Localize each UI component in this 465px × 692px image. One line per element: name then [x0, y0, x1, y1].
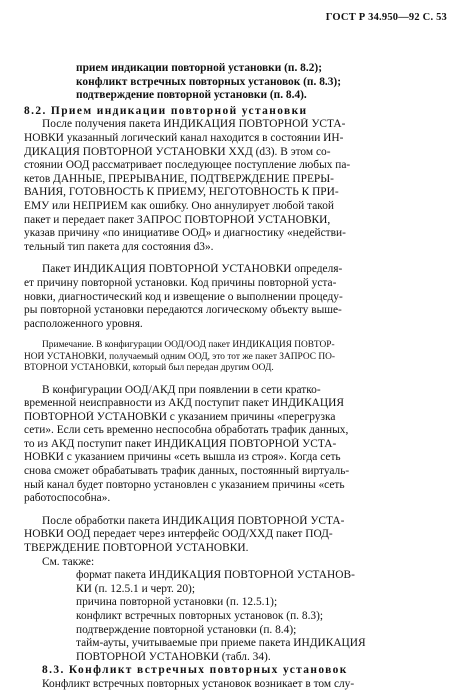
- document-body: [24, 62, 444, 692]
- text-line: расположенного уровня.: [24, 317, 143, 330]
- text-line: Пакет ИНДИКАЦИЯ ПОВТОРНОЙ УСТАНОВКИ определя-: [42, 263, 343, 276]
- text-line: пакет и передает пакет ЗАПРОС ПОВТОРНОЙ УСТАНОВКИ,: [24, 213, 331, 226]
- text-line: НОВКИ указанный логический канал находится в состоянии ИН-: [24, 131, 344, 144]
- text-line: ТВЕРЖДЕНИЕ ПОВТОРНОЙ УСТАНОВКИ.: [24, 542, 249, 555]
- text-line: то из АКД поступит пакет ИНДИКАЦИЯ ПОВТОРНОЙ УСТА-: [24, 437, 337, 450]
- text-line: ры повторной установки передаются логическому объекту выше-: [24, 304, 342, 317]
- list-item: подтверждение повторной установки (п. 8.4);: [76, 623, 297, 636]
- list-item: ПОВТОРНОЙ УСТАНОВКИ (табл. 34).: [76, 650, 271, 663]
- text-line: НОВКИ ООД передает через интерфейс ООД/ХХД пакет ПОД-: [24, 528, 333, 541]
- text-line: ПОВТОРНОЙ УСТАНОВКИ с указанием причины «перегрузка: [24, 410, 336, 423]
- list-item: причина повторной установки (п. 12.5.1);: [76, 596, 278, 609]
- text-line: НОВКИ с указанием причины «сеть вышла из строя». Когда сеть: [24, 451, 341, 464]
- list-item: конфликт встречных повторных установок (п. 8.3);: [76, 75, 342, 88]
- text-line: ЕМУ или НЕПРИЕМ как ошибку. Оно аннулирует любой такой: [24, 199, 335, 212]
- page-header: ГОСТ Р 34.950—92 С. 53: [325, 12, 447, 23]
- text-line: работоспособна».: [24, 492, 111, 505]
- text-line: ВАНИЯ, ГОТОВНОСТЬ К ПРИЕМУ, НЕГОТОВНОСТЬ К ПРИ-: [24, 186, 339, 199]
- section-8-2-paragraph-3: [24, 384, 444, 506]
- section-8-2-heading: 8.2. Прием индикации повторной установки: [24, 104, 308, 117]
- see-also-label: См. также:: [42, 555, 95, 568]
- section-8-3-heading: 8.3. Конфликт встречных повторных установок: [42, 664, 348, 677]
- list-item: прием индикации повторной установки (п. 8.2);: [76, 62, 322, 74]
- text-line: снова сможет обрабатывать трафик данных, постоянный виртуаль-: [24, 465, 350, 478]
- note-block: [24, 340, 444, 374]
- note-line: ВТОРНОЙ УСТАНОВКИ, который был передан другим ООД.: [24, 363, 274, 374]
- note-line: Примечание. В конфигурации ООД/ООД пакет ИНДИКАЦИЯ ПОВТОР-: [42, 340, 335, 351]
- section-8-2-paragraph-2: [24, 263, 444, 331]
- text-line: указав причину «по инициативе ООД» и диагностику «недействи-: [24, 227, 346, 240]
- text-line: После получения пакета ИНДИКАЦИЯ ПОВТОРНОЙ УСТА-: [42, 118, 346, 131]
- text-line: В конфигурации ООД/АКД при появлении в сети кратко-: [42, 383, 321, 396]
- list-item: подтверждение повторной установки (п. 8.4).: [76, 89, 307, 102]
- text-line: ет причину повторной установки. Код причины повторной уста-: [24, 276, 337, 289]
- top-list: [24, 62, 444, 103]
- list-item: тайм-ауты, учитываемые при приеме пакета ИНДИКАЦИЯ: [76, 637, 366, 650]
- text-line: тельный тип пакета для состояния d3».: [24, 240, 214, 253]
- text-line: временной неисправности из АКД поступит пакет ИНДИКАЦИЯ: [24, 397, 344, 410]
- text-line: После обработки пакета ИНДИКАЦИЯ ПОВТОРНОЙ УСТА-: [42, 514, 345, 527]
- list-item: формат пакета ИНДИКАЦИЯ ПОВТОРНОЙ УСТАНОВ-: [76, 569, 355, 582]
- text-line: новки, диагностический код и извещение о выполнении процеду-: [24, 290, 343, 303]
- list-item: конфликт встречных повторных установок (п. 8.3);: [76, 610, 324, 622]
- text-line: Конфликт встречных повторных установок возникает в том слу-: [42, 677, 355, 690]
- text-line: ный канал будет повторно установлен с указанием причины «сеть: [24, 478, 345, 491]
- list-item: КИ (п. 12.5.1 и черт. 20);: [76, 582, 196, 595]
- text-line: ДИКАЦИЯ ПОВТОРНОЙ УСТАНОВКИ ХХД (d3). В этом со-: [24, 145, 331, 158]
- text-line: сети». Если сеть временно неспособна обработать трафик данных,: [24, 424, 349, 437]
- text-line: стоянии ООД рассматривает последующее поступление любых па-: [24, 159, 351, 172]
- text-line: кетов ДАННЫЕ, ПРЕРЫВАНИЕ, ПОДТВЕРЖДЕНИЕ ПРЕРЫ-: [24, 172, 334, 185]
- section-8-2-paragraph-1: [24, 118, 444, 254]
- note-line: НОЙ УСТАНОВКИ, получаемый одним ООД, это тот же пакет ЗАПРОС ПО-: [24, 351, 335, 362]
- section-8-2-paragraph-4: [24, 515, 444, 556]
- see-also-list: [24, 569, 444, 664]
